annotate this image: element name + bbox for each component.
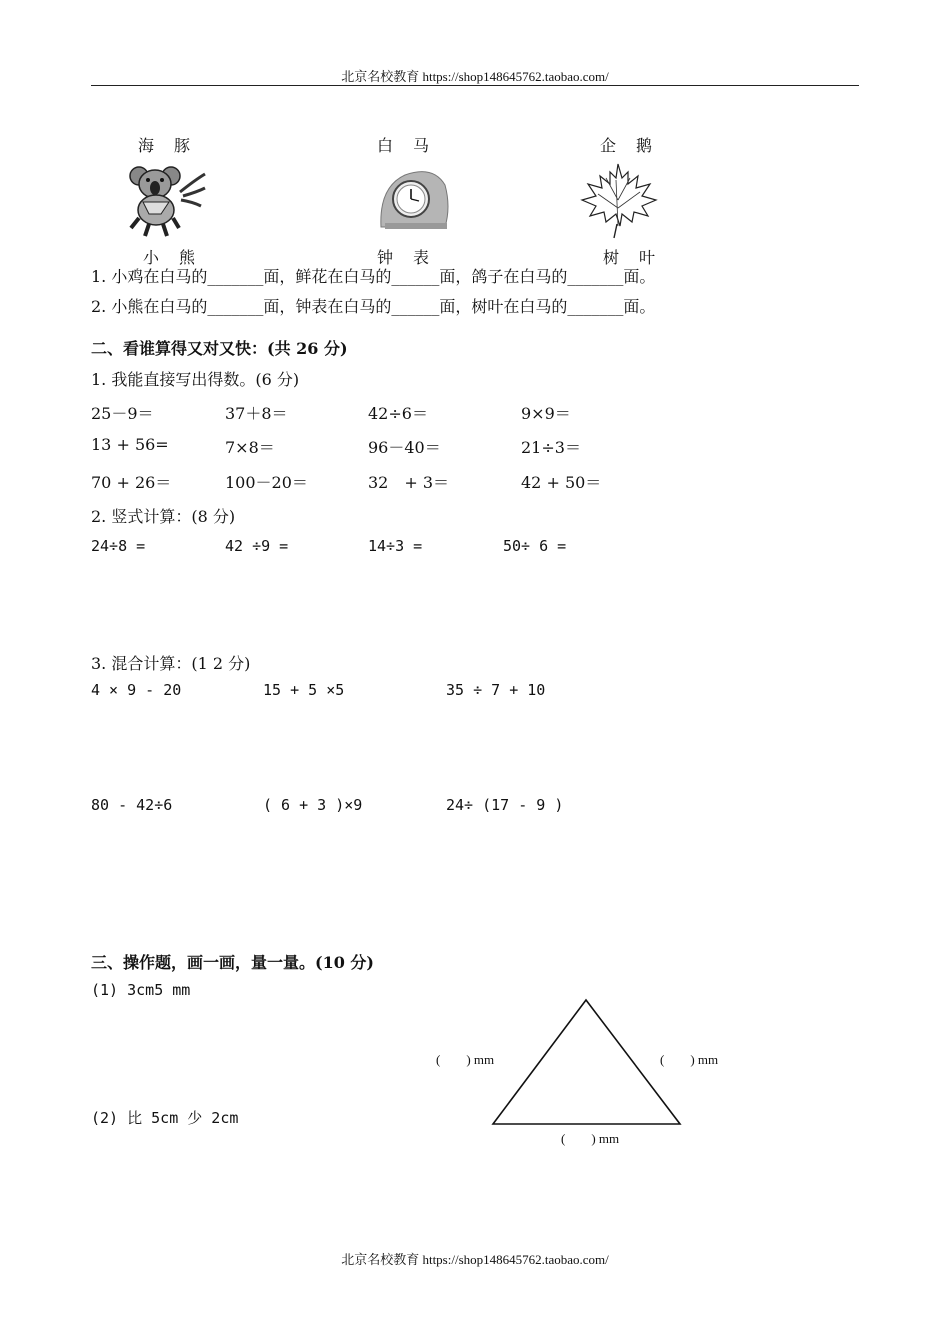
label-leaf: 树 叶 [603,248,658,267]
label-dolphin: 海 豚 [138,136,193,155]
label-penguin: 企 鹅 [600,136,655,155]
triangle-figure [490,998,684,1128]
part-2-title: 2. 竖式计算：(8 分) [91,507,236,526]
calc-item: 37＋8＝ [225,404,288,423]
part-1-title: 1. 我能直接写出得数。(6 分) [91,370,300,389]
vertical-calc-item: 14÷3 = [368,537,423,555]
header-rule [91,85,859,86]
mixed-calc-item: 4 × 9 - 20 [91,681,182,699]
position-question-2: 2. 小熊在白马的_______面，钟表在白马的______面，树叶在白马的_______面。 [91,297,656,316]
vertical-calc-item: 50÷ 6 = [503,537,567,555]
mixed-calc-item: 15 + 5 ×5 [263,681,345,699]
calc-item: 32 + 3＝ [368,473,450,492]
calc-item: 7×8＝ [225,438,275,457]
draw-item-1: (1) 3cm5 mm [91,981,191,999]
calc-item: 21÷3＝ [521,438,581,457]
calc-item: 100－20＝ [225,473,308,492]
calc-item: 42 + 50＝ [521,473,602,492]
triangle-right-label: ( ) mm [660,1052,719,1067]
calc-item: 25－9＝ [91,404,154,423]
draw-item-2: (2) 比 5cm 少 2cm [91,1109,239,1127]
calc-item: 9×9＝ [521,404,571,423]
section-2-title: 二、看谁算得又对又快：(共 26 分) [91,339,348,358]
label-white-horse: 白 马 [377,136,432,155]
calc-item: 96－40＝ [368,438,441,457]
maple-leaf-icon [580,160,660,240]
page-footer: 北京名校教育 https://shop148645762.taobao.com/ [341,1252,609,1267]
page-header: 北京名校教育 https://shop148645762.taobao.com/ [341,69,609,84]
calc-item: 13 + 56= [91,435,169,454]
mixed-calc-item: 80 - 42÷6 [91,796,173,814]
label-clock: 钟 表 [377,248,432,267]
triangle-bottom-label: ( ) mm [561,1131,620,1146]
vertical-calc-item: 24÷8 = [91,537,146,555]
mixed-calc-item: 24÷ (17 - 9 ) [446,796,564,814]
calc-item: 70 + 26＝ [91,473,172,492]
vertical-calc-item: 42 ÷9 = [225,537,289,555]
section-3-title: 三、操作题，画一画，量一量。(10 分) [91,953,374,972]
mixed-calc-item: 35 ÷ 7 + 10 [446,681,546,699]
koala-icon [125,162,207,238]
position-question-1: 1. 小鸡在白马的_______面，鲜花在白马的______面，鸽子在白马的_______面。 [91,267,656,286]
mixed-calc-item: ( 6 + 3 )×9 [263,796,363,814]
triangle-left-label: ( ) mm [436,1052,495,1067]
clock-icon [375,167,453,231]
calc-item: 42÷6＝ [368,404,428,423]
part-3-title: 3. 混合计算：(1 2 分) [91,654,251,673]
label-bear: 小 熊 [143,248,198,267]
